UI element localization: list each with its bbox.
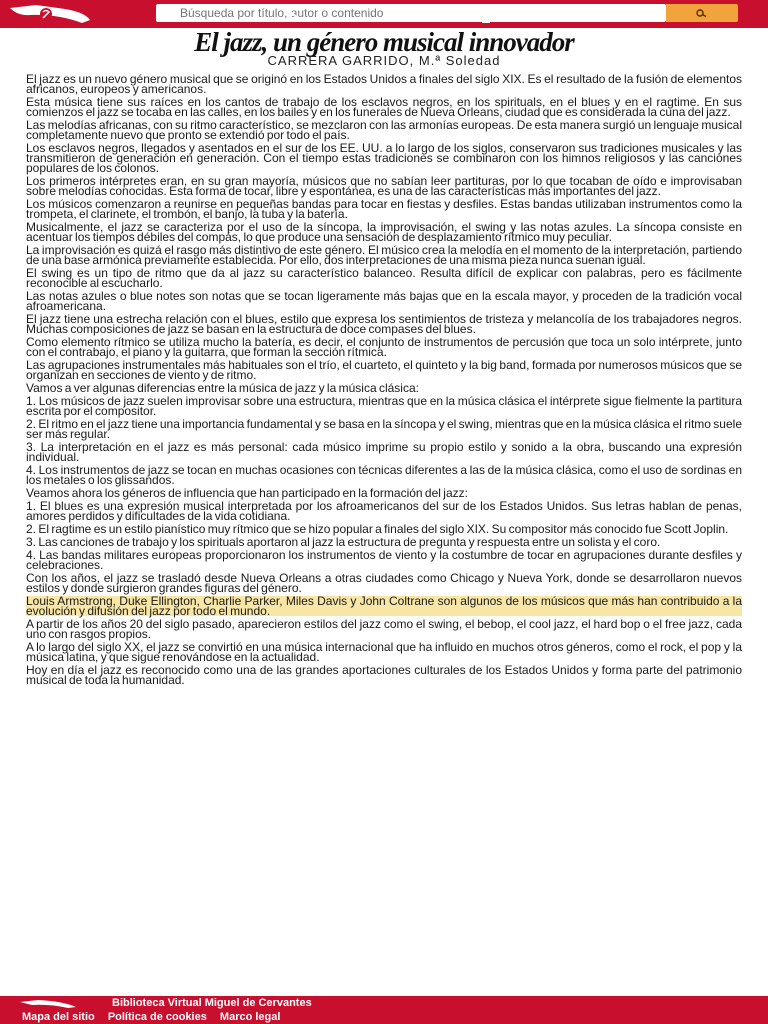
article-author: CARRERA GARRIDO, M.ª Soledad [267,53,501,68]
top-bar [0,0,768,28]
highlighted-paragraph: Louis Armstrong, Duke Ellington, Charlie Parker, Miles Davis y John Coltrane son algunos de los músicos que más han contribuido a la evolución y difusión del jazz por todo el mundo. [26,594,742,618]
article-paragraph: 1. El blues es una expresión musical interpretada por los afroamericanos del sur de los Estados Unidos. Sus letras hablan de penas, amores perdidos y dificultades de la vida cotidiana. [26,499,742,523]
article-paragraph: A lo largo del siglo XX, el jazz se convirtió en una música internacional que ha influido en muchos otros géneros, como el rock, el pop y la música latina, y que sigue renovándose en la actualidad. [26,640,742,664]
footer-site-name[interactable]: Biblioteca Virtual Miguel de Cervantes [112,997,312,1009]
article-paragraph: 3. Las canciones de trabajo y los spirituals aportaron al jazz la estructura de pregunta y respuesta entre un solista y el coro. [26,535,661,549]
article-paragraph: Las notas azules o blue notes son notas que se tocan ligeramente más bajas que en la escala mayor, y proceden de la tradición vocal afroamericana. [26,289,742,313]
footer-link-sitemap[interactable]: Mapa del sitio [22,1011,95,1023]
footer-link-cookies[interactable]: Política de cookies [107,1011,207,1023]
article-paragraph: 2. El ragtime es un estilo pianístico muy rítmico que se hizo popular a finales del siglo XIX. Su compositor más conocido fue Scott Joplin. [26,522,729,536]
article-paragraph: Veamos ahora los géneros de influencia que han participado en la formación del jazz: [26,486,468,500]
article-paragraph: El jazz es un nuevo género musical que se originó en los Estados Unidos a finales del siglo XIX. Es el resultado de la fusión de elementos africanos, europeos y americanos. [26,72,742,96]
search-box [156,4,666,22]
article-paragraph: Los músicos comenzaron a reunirse en pequeñas bandas para tocar en fiestas y desfiles. Estas bandas utilizaban instrumentos como la trompeta, el clarinete, el trombón, el banjo, la tuba y la batería. [26,197,742,221]
footer-link-legal[interactable]: Marco legal [219,1011,281,1023]
article-paragraph: El jazz tiene una estrecha relación con el blues, estilo que expresa los sentimientos de tristeza y melancolía de los trabajadores negros. Muchas composiciones de jazz se basan en la estructura de doce compases del blues. [26,312,742,336]
up-arrow-icon[interactable] [284,11,302,23]
article-paragraph: Esta música tiene sus raíces en los cantos de trabajo de los esclavos negros, en los spirituals, en el blues y en el ragtime. En sus comienzos el jazz se tocaba en las calles, en los bailes y en los funerales de Nueva Orleans, ciudad que es considerada la cuna del jazz. [26,95,742,119]
footer [0,996,768,1024]
menu-toggle-icon[interactable] [482,13,528,25]
search-input[interactable] [156,4,680,22]
article-paragraph: Las agrupaciones instrumentales más habituales son el trío, el cuarteto, el quinteto y la big band, formada por numerosos músicos que se organizan en secciones de viento y de ritmo. [26,358,742,382]
article-paragraph: Musicalmente, el jazz se caracteriza por el uso de la síncopa, la improvisación, el swing y las notas azules. La síncopa consiste en acentuar los tiempos débiles del compás, lo que produce una sensación de desplazamiento rítmico muy peculiar. [26,220,742,244]
article-paragraph: Hoy en día el jazz es reconocido como una de las grandes aportaciones culturales de los Estados Unidos y forma parte del patrimonio musical de toda la humanidad. [26,663,742,687]
article-paragraph: Las melodías africanas, con su ritmo característico, se mezclaron con las armonías europeas. De esta manera surgió un lenguaje musical completamente nuevo que pronto se extendió por todo el país. [26,118,742,142]
article-paragraph: 4. Los instrumentos de jazz se tocan en muchas ocasiones con técnicas diferentes a las de la música clásica, como el uso de sordinas en los metales o los glissandos. [26,463,742,487]
article-paragraph: Vamos a ver algunas diferencias entre la música de jazz y la música clásica: [26,381,419,395]
search-button[interactable] [666,4,738,22]
article-paragraph: 3. La interpretación en el jazz es más personal: cada músico imprime su propio estilo y sonido a la obra, buscando una expresión individual. [26,440,742,464]
search-icon [695,8,709,18]
article-paragraph: Los primeros intérpretes eran, en su gran mayoría, músicos que no sabían leer partituras, por lo que tocaban de oído e improvisaban sobre melodías conocidas. Esta forma de tocar, libre y espontánea, es una de las características más importantes del jazz. [26,174,742,198]
article-paragraph: 4. Las bandas militares europeas proporcionaron los instrumentos de viento y la costumbre de tocar en agrupaciones durante desfiles y celebraciones. [26,548,742,572]
article-paragraph: El swing es un tipo de ritmo que da al jazz su característico balanceo. Resulta difícil de explicar con palabras, pero es fácilmente reconocible al escucharlo. [26,266,742,290]
article-paragraph: A partir de los años 20 del siglo pasado, aparecieron estilos del jazz como el swing, el bebop, el cool jazz, el hard bop o el free jazz, cada uno con rasgos propios. [26,617,742,641]
article-body [26,74,742,685]
cervantes-logo-icon[interactable] [6,2,94,26]
article-paragraph: Los esclavos negros, llegados y asentados en el sur de los EE. UU. a lo largo de los siglos, conservaron sus tradiciones musicales y las transmitieron de generación en generación. Con el tiempo estas tradiciones se combinaron con los himnos religiosos y las canciones populares de los colonos. [26,141,742,175]
article-paragraph: La improvisación es quizá el rasgo más distintivo de este género. El músico crea la melodía en el momento de la interpretación, partiendo de una base armónica previamente establecida. Por ello, dos interpretaciones de una misma pieza nunca suenan igual. [26,243,742,267]
article-title: El jazz, un género musical innovador [194,32,574,57]
cervantes-footer-logo-icon[interactable] [18,999,78,1009]
footer-links [22,1011,290,1023]
article-paragraph: Como elemento rítmico se utiliza mucho la batería, es decir, el conjunto de instrumentos de percusión que toca un solo intérprete, junto con el contrabajo, el piano y la guitarra, que forman la sección rítmica. [26,335,742,359]
article-content [26,32,742,990]
article-paragraph: 1. Los músicos de jazz suelen improvisar sobre una estructura, mientras que en la música clásica el intérprete sigue fielmente la partitura escrita por el compositor. [26,394,742,418]
article-paragraph: Con los años, el jazz se trasladó desde Nueva Orleans a otras ciudades como Chicago y Nueva York, donde se desarrollaron nuevos estilos y donde surgieron grandes figuras del género. [26,571,742,595]
article-paragraph: 2. El ritmo en el jazz tiene una importancia fundamental y se basa en la síncopa y el swing, mientras que en la música clásica el ritmo suele ser más regular. [26,417,742,441]
